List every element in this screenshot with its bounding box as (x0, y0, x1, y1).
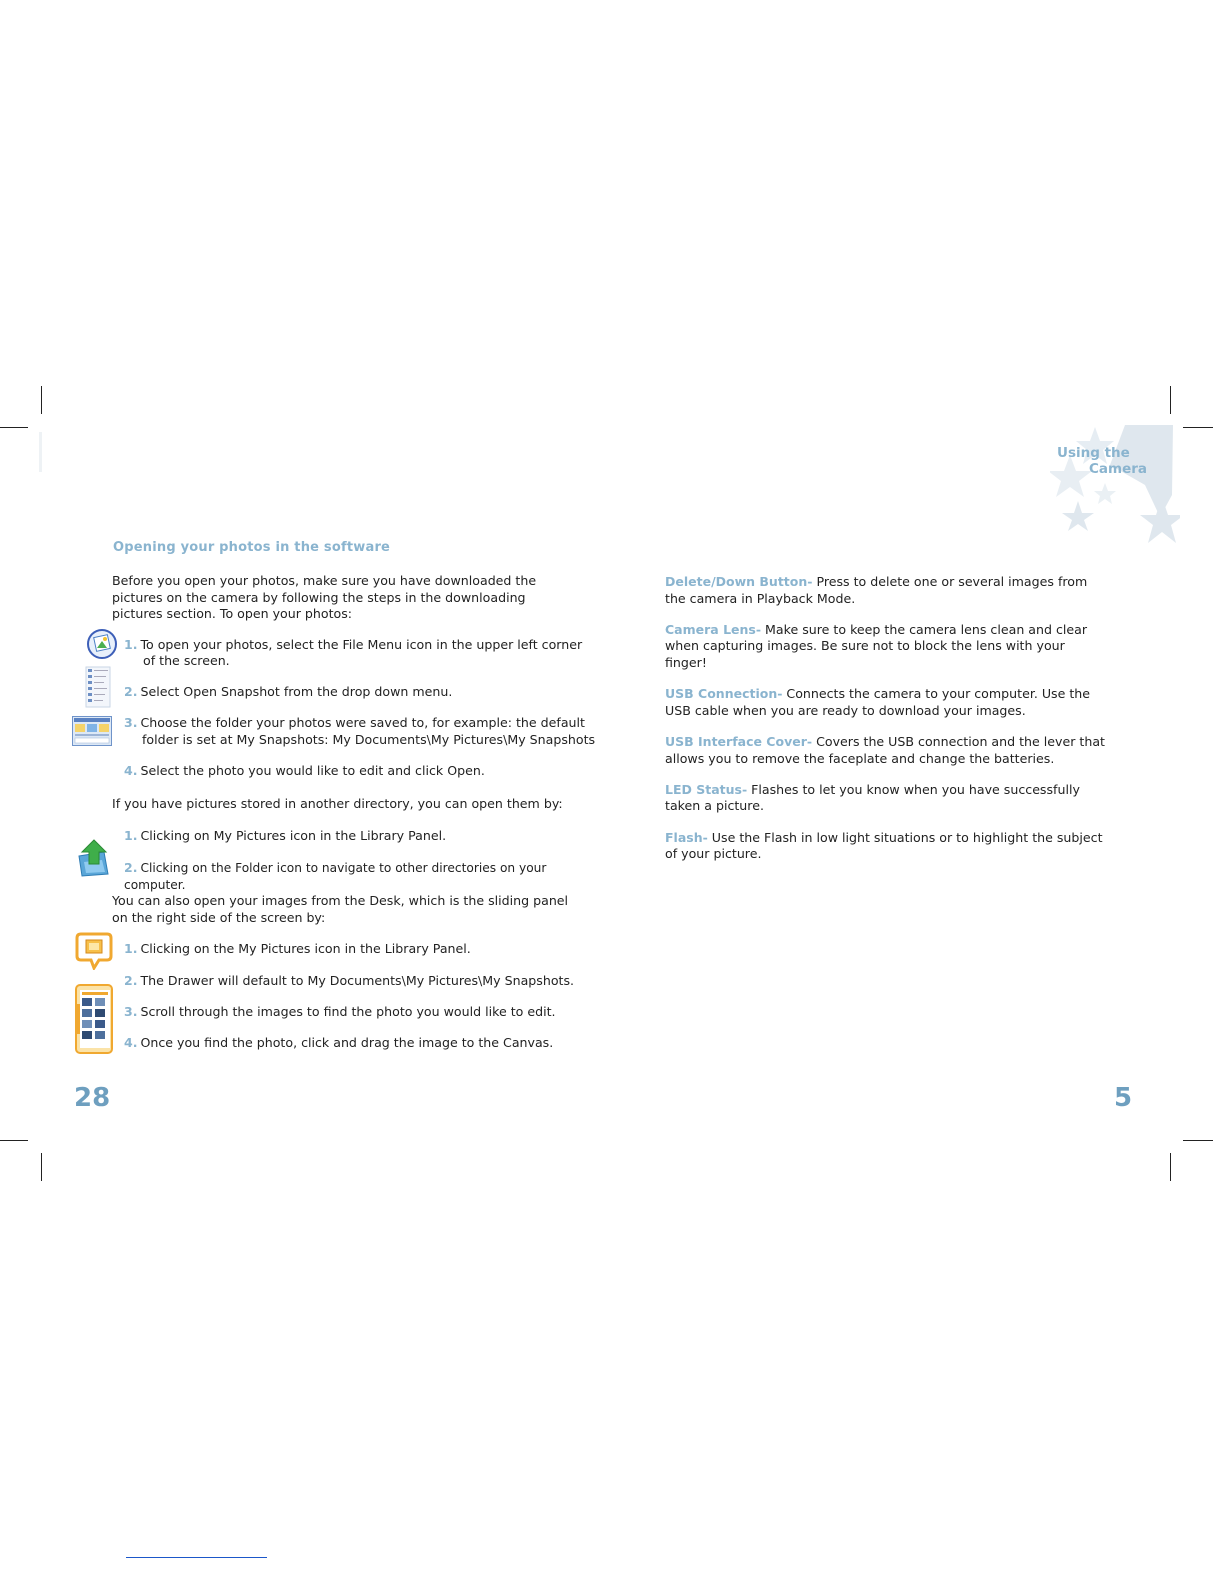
camera-part-item (665, 574, 1105, 607)
desk-paragraph: You can also open your images from the Desk, which is the sliding panel on the right side of the screen by: (112, 893, 569, 925)
step-text: Choose the folder your photos were saved to, for example: the default (140, 715, 585, 730)
crop-mark (1170, 1153, 1171, 1181)
part-desc: Flashes to let you know when you have successfully taken a picture. (665, 781, 1080, 814)
crop-mark (0, 427, 28, 428)
part-term: Delete/Down Button- (665, 574, 813, 589)
star-decoration-icon (1050, 425, 1180, 545)
drop-down-menu-icon (85, 666, 111, 708)
step-number: 1. (124, 941, 138, 956)
page-number-left: 28 (74, 1083, 111, 1113)
crop-mark (1183, 427, 1213, 428)
header-title-line2: Camera (1089, 461, 1148, 477)
steps2-item (124, 828, 584, 845)
crop-mark (0, 1140, 28, 1141)
step-text: Clicking on My Pictures icon in the Library Panel. (140, 828, 447, 843)
camera-parts-list (665, 574, 1105, 877)
steps3-item (124, 1004, 584, 1021)
steps1-item-cont: folder is set at My Snapshots: My Documents\My Pictures\My Snapshots (142, 732, 596, 747)
step-number: 4. (124, 763, 138, 778)
steps3-item (124, 941, 584, 958)
page-number-right: 5 (1114, 1083, 1133, 1113)
header-title-line1: Using the (1057, 445, 1130, 461)
step-number: 1. (124, 828, 138, 843)
step-text: Select Open Snapshot from the drop down menu. (140, 684, 453, 699)
step-text: Clicking on the Folder icon to navigate to other directories on your computer. (124, 861, 547, 892)
intro-paragraph: Before you open your photos, make sure you have downloaded the pictures on the camera by following the steps in the downloading pictures section. To open your photos: (112, 573, 537, 622)
other-directory-paragraph: If you have pictures stored in another directory, you can open them by: (112, 796, 563, 811)
steps1-item-cont: of the screen. (143, 653, 230, 668)
crop-mark (41, 1153, 42, 1181)
crop-mark (1170, 386, 1171, 414)
part-term: Camera Lens- (665, 621, 762, 637)
section-title: Opening your photos in the software (113, 540, 391, 555)
steps2-item (124, 860, 594, 893)
step-number: 2. (124, 860, 138, 875)
crop-mark (1183, 1140, 1213, 1141)
part-term: Flash- (665, 829, 708, 845)
step-number: 2. (124, 684, 138, 699)
part-desc: Use the Flash in low light situations or to highlight the subject of your picture. (665, 829, 1103, 862)
step-number: 3. (124, 715, 138, 730)
part-term: USB Connection- (665, 686, 783, 702)
part-desc: Connects the camera to your computer. Use the USB cable when you are ready to download your images. (665, 686, 1091, 718)
part-term: LED Status- (665, 781, 748, 797)
camera-part-item (665, 686, 1105, 719)
crop-mark (41, 386, 42, 414)
step-number: 1. (124, 637, 138, 652)
steps1-item (124, 637, 584, 654)
camera-part-item (665, 782, 1105, 815)
file-menu-icon (86, 628, 118, 660)
steps3-item (124, 973, 584, 990)
camera-part-item (665, 734, 1105, 767)
camera-part-item (665, 622, 1105, 672)
step-number: 4. (124, 1035, 138, 1050)
step-number: 3. (124, 1004, 138, 1019)
part-desc: Make sure to keep the camera lens clean and clear when capturing images. Be sure not to block the lens with your finger! (665, 621, 1088, 670)
step-text: Select the photo you would like to edit and click Open. (140, 763, 485, 778)
steps1-item (124, 684, 584, 701)
part-desc: Press to delete one or several images from the camera in Playback Mode. (665, 574, 1088, 606)
folder-arrow-icon (76, 838, 112, 878)
link-underline (126, 1557, 267, 1558)
camera-part-item (665, 830, 1105, 863)
part-desc: Covers the USB connection and the lever that allows you to remove the faceplate and change the batteries. (665, 733, 1105, 766)
steps1-item (124, 763, 584, 780)
folder-dialog-icon (72, 716, 112, 746)
margin-bar (39, 432, 42, 472)
my-pictures-icon (75, 930, 113, 970)
part-term: USB Interface Cover- (665, 733, 813, 749)
step-text: Scroll through the images to find the photo you would like to edit. (140, 1004, 556, 1019)
steps3-item (124, 1035, 584, 1052)
step-text: The Drawer will default to My Documents\My Pictures\My Snapshots. (140, 973, 575, 988)
drawer-panel-icon (75, 984, 113, 1054)
step-text: Clicking on the My Pictures icon in the Library Panel. (140, 941, 471, 956)
steps1-item (124, 715, 594, 732)
step-text: Once you find the photo, click and drag the image to the Canvas. (140, 1035, 554, 1050)
step-number: 2. (124, 973, 138, 988)
step-text: To open your photos, select the File Menu icon in the upper left corner (140, 637, 583, 652)
